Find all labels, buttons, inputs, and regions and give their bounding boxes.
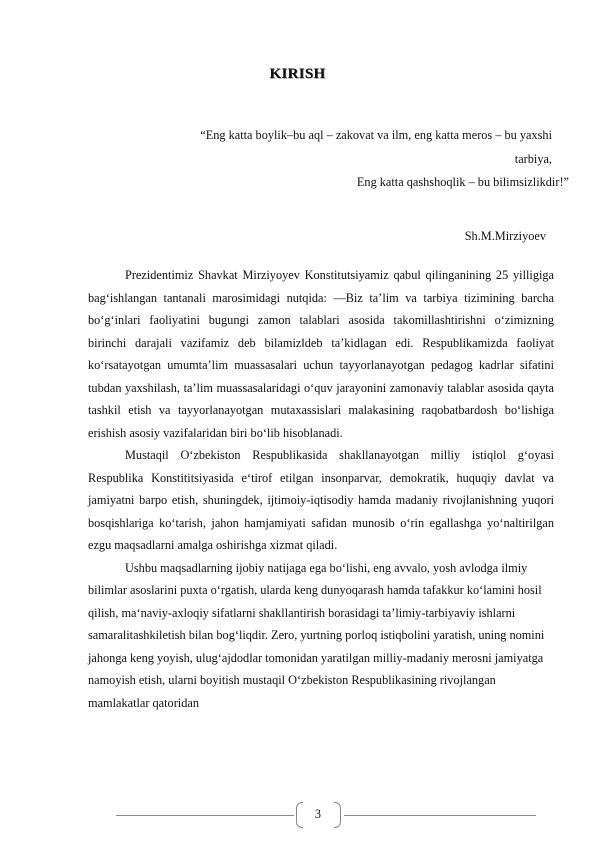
page-footer: [0, 802, 595, 830]
footer-rule-right: [344, 815, 536, 816]
epigraph-line-1: “Eng katta boylik–bu aql – zakovat va ilm, eng katta meros – bu yaxshi: [200, 128, 552, 142]
epigraph-author: Sh.M.Mirziyoev: [464, 229, 546, 243]
paragraph-1: Prezidentimiz Shavkat Mirziyoyev Konstitutsiyamiz qabul qilinganining 25 yilligiga bag‘ishlangan tantanali marosimidagi nutqida: ―Biz ta’lim va tarbiya tizimining barcha bo‘g‘inlari faoliyatini bugungi zamon talablari asosida takomillashtirishni o‘zimizning birinchi darajali vazifamiz deb bilamiz‖deb ta’kidlagan edi. Respublikamizda faoliyat ko‘rsatayotgan umumta’lim muassasalari uchun tayyorlanayotgan pedagog kadrlar sifatini tubdan yaxshilash, ta’lim muassasalaridagi o‘quv jarayonini zamonaviy talablar asosida qayta tashkil etish va tayyorlanayotgan mutaxassislari malakasining raqobatbardosh bo‘lishiga erishish asosiy vazifalaridan biri bo‘lib hisoblanadi.: [88, 268, 554, 440]
footer-rule-left: [116, 815, 294, 816]
paragraph-2: Mustaqil O‘zbekiston Respublikasida shakllanayotgan milliy istiqlol g‘oyasi Respublika Konstititsiyasida e‘tirof etilgan insonparvar, demokratik, huquqiy davlat va jamiyatni barpo etish, shuningdek, ijtimoiy-iqtisodiy hamda madaniy rivojlanishning yuqori bosqishlariga ko‘tarish, jahon hamjamiyati safidan munosib o‘rin egallashga yo‘naltirilgan ezgu maqsadlarni amalga oshirishga xizmat qiladi.: [88, 448, 554, 552]
page-number: 3: [314, 807, 322, 821]
epigraph-line-2: tarbiya,: [514, 152, 552, 166]
epigraph-line-3: Eng katta qashshoqlik – bu bilimsizlikdir!”: [356, 175, 569, 189]
footer-bracket-right: [334, 802, 341, 828]
page-title: KIRISH: [269, 66, 326, 82]
body-text: [88, 264, 554, 714]
paragraph-3: Ushbu maqsadlarning ijobiy natijaga ega bo‘lishi, eng avvalo, yosh avlodga ilmiy bilimlar asoslarini puxta o‘rgatish, ularda keng dunyoqarash hamda tafakkur ko‘lamini hosil qilish, ma‘naviy-axloqiy sifatlarni shakllantirish borasidagi ta’limiy-tarbiyaviy ishlarni samaralitashkiletish bilan bog‘liqdir. Zero, yurtning porloq istiqbolini yaratish, uning nomini jahonga keng yoyish, ulug‘ajdodlar tomonidan yaratilgan milliy-madaniy merosni jamiyatga namoyish etish, ularni boyitish mustaqil O‘zbekiston Respublikasining rivojlangan mamlakatlar qatoridan: [88, 560, 545, 710]
footer-bracket-left: [296, 802, 303, 828]
